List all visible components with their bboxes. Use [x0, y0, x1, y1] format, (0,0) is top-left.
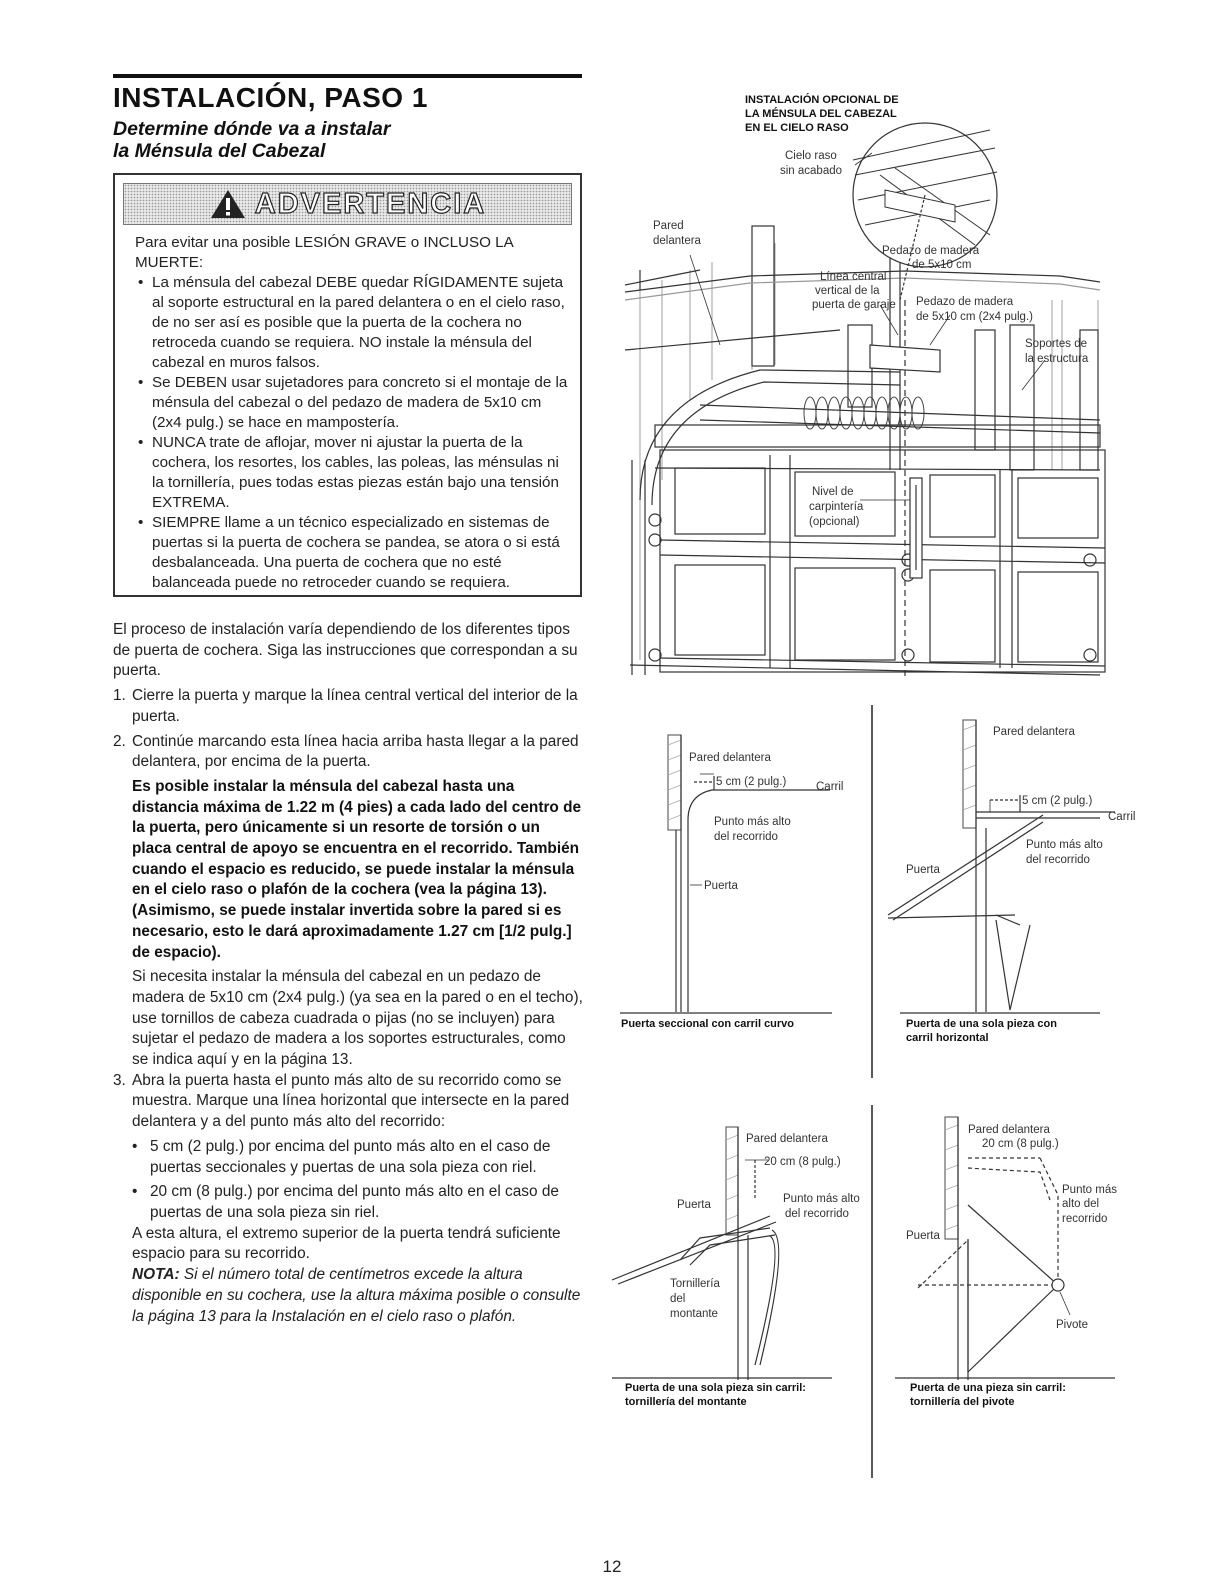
- highest-point-label: recorrido: [1062, 1213, 1108, 1225]
- centerline-label: Línea central: [820, 271, 887, 283]
- diagram-caption: tornillería del montante: [625, 1396, 747, 1408]
- wood-block-label: Pedazo de madera: [916, 296, 1014, 308]
- diagram-caption: Puerta seccional con carril curvo: [621, 1018, 795, 1030]
- diagram-one-piece-no-track-pivot: [895, 1117, 1115, 1380]
- dimension-label: 20 cm (8 pulg.): [982, 1138, 1059, 1150]
- diagram-caption: Puerta de una pieza sin carril:: [910, 1382, 1066, 1394]
- step-1-text: Cierre la puerta y marque la línea central vertical del interior de la puerta.: [132, 687, 578, 725]
- level-label: (opcional): [809, 516, 860, 528]
- step-3-bullet: • 20 cm (8 pulg.) por encima del punto más alto en el caso de puertas de una sola pieza sin riel.: [113, 1182, 583, 1223]
- centerline-label: vertical de la: [815, 285, 880, 297]
- level-label: carpintería: [809, 501, 864, 513]
- intro-paragraph: El proceso de instalación varía dependiendo de los diferentes tipos de puerta de cochera. Siga las instrucciones que correspondan a su puerta.: [113, 621, 578, 680]
- door-label: Puerta: [906, 864, 940, 876]
- warning-title: ADVERTENCIA: [254, 187, 487, 220]
- front-wall-label: Pared delantera: [746, 1133, 828, 1145]
- page-number: 12: [602, 1557, 622, 1576]
- track-label: Carril: [1108, 811, 1136, 823]
- garage-door-diagram: [625, 123, 1105, 680]
- step-3-text: Abra la puerta hasta el punto más alto de su recorrido como se muestra. Marque una línea horizontal que intersecte en la pared delantera y a del punto más alto del recorrido:: [132, 1071, 570, 1131]
- warning-item: • NUNCA trate de aflojar, mover ni ajustar la puerta de la cochera, los resortes, los cables, las poleas, las ménsulas ni la tornillería, pues todas estas piezas están bajo una tensión EXTREMA.: [135, 433, 573, 513]
- note-text: Si el número total de centímetros excede la altura disponible en su cochera, use la altura máxima posible o consulte la página 13 para la Instalación en el cielo raso o plafón.: [132, 1266, 581, 1325]
- subtitle-line-1: Determine dónde va a instalar: [113, 118, 391, 140]
- front-wall-label: Pared: [653, 220, 684, 232]
- door-label: Puerta: [677, 1199, 711, 1211]
- structural-supports-label: Soportes de: [1025, 338, 1088, 350]
- front-wall-label: Pared delantera: [993, 726, 1075, 738]
- step-2-text: Continúe marcando esta línea hacia arriba hasta llegar a la pared delantera, por encima de la puerta.: [132, 732, 579, 771]
- warning-item: • Se DEBEN usar sujetadores para concreto si el montaje de la ménsula del cabezal o del pedazo de madera de 5x10 cm (2x4 pulg.) se hace en mampostería.: [135, 373, 573, 433]
- diagram-caption: tornillería del pivote: [910, 1396, 1015, 1408]
- wood-block-circle-label: Pedazo de madera: [882, 245, 980, 257]
- front-wall-label: Pared delantera: [689, 752, 771, 764]
- highest-point-label: Punto más alto: [783, 1193, 860, 1205]
- subtitle-line-2: la Ménsula del Cabezal: [113, 140, 326, 162]
- note-label: NOTA:: [132, 1266, 180, 1284]
- optional-ceiling-heading-2: LA MÉNSULA DEL CABEZAL: [745, 108, 897, 120]
- page-title: INSTALACIÓN, PASO 1: [113, 82, 428, 113]
- step-number: 2.: [113, 732, 126, 750]
- warning-intro: Para evitar una posible LESIÓN GRAVE o INCLUSO LA MUERTE:: [135, 234, 513, 271]
- step-number: 1.: [113, 687, 126, 705]
- highest-point-label: del recorrido: [1026, 854, 1090, 866]
- jamb-hardware-label: Tornillería: [670, 1278, 720, 1290]
- centerline-label: puerta de garaje: [812, 299, 896, 311]
- highest-point-label: del recorrido: [785, 1208, 849, 1220]
- step-3-after: A esta altura, el extremo superior de la puerta tendrá suficiente espacio para su recorrido.: [132, 1224, 561, 1263]
- highest-point-label: Punto más alto: [714, 816, 791, 828]
- step-3-bullet: • 5 cm (2 pulg.) por encima del punto más alto en el caso de puertas seccionales y puertas de una sola pieza con riel.: [113, 1137, 583, 1178]
- structural-supports-label: la estructura: [1025, 353, 1089, 365]
- step-number: 3.: [113, 1071, 126, 1089]
- jamb-hardware-label: del: [670, 1293, 686, 1305]
- unfinished-ceiling-label: Cielo raso: [785, 150, 837, 162]
- step-2-bold-note: Es posible instalar la ménsula del cabezal hasta una distancia máxima de 1.22 m (4 pies) a cada lado del centro de la puerta, pero únicamente si un resorte de torsión o un placa central de apoyo se encuentra en el recorrido. También cuando el espacio es reducido, se puede instalar la ménsula en el cielo raso o plafón de la cochera (vea la página 13). (Asimismo, se puede instalar invertida sobre la pared si es necesario, esto le dará aproximadamente 1.27 cm [1/2 pulg.] de espacio).: [132, 777, 582, 961]
- optional-ceiling-heading-3: EN EL CIELO RASO: [745, 122, 849, 134]
- door-label: Puerta: [704, 880, 738, 892]
- highest-point-label: Punto más alto: [1026, 839, 1103, 851]
- highest-point-label: Punto más: [1062, 1184, 1117, 1196]
- diagram-caption: carril horizontal: [906, 1032, 989, 1044]
- pivot-label: Pivote: [1056, 1319, 1088, 1331]
- dimension-label: 5 cm (2 pulg.): [1022, 795, 1093, 807]
- warning-item: • La ménsula del cabezal DEBE quedar RÍGIDAMENTE sujeta al soporte estructural en la pared delantera o en el cielo raso, de no ser así es posible que la puerta de la cochera no retroceda cuando se requiera. NO instale la ménsula del cabezal en muros falsos.: [135, 273, 573, 373]
- front-wall-label: delantera: [653, 235, 701, 247]
- front-wall-label: Pared delantera: [968, 1124, 1050, 1136]
- track-label: Carril: [816, 781, 844, 793]
- dimension-label: 20 cm (8 pulg.): [764, 1156, 841, 1168]
- jamb-hardware-label: montante: [670, 1308, 718, 1320]
- level-label: Nivel de: [812, 486, 854, 498]
- optional-ceiling-heading-1: INSTALACIÓN OPCIONAL DE: [745, 94, 899, 106]
- wood-block-circle-label: de 5x10 cm: [912, 259, 972, 271]
- diagram-caption: Puerta de una sola pieza con: [906, 1018, 1057, 1030]
- step-2-extra: Si necesita instalar la ménsula del cabezal en un pedazo de madera de 5x10 cm (2x4 pulg.) (ya sea en la pared o en el techo), use tornillos de cabeza cuadrada o pijas (no se incluyen) para sujetar el pedazo de madera a los soportes estructurales, como se indica aquí y en la página 13.: [132, 968, 583, 1069]
- highest-point-label: del recorrido: [714, 831, 778, 843]
- dimension-label: 5 cm (2 pulg.): [716, 776, 787, 788]
- highest-point-label: alto del: [1062, 1198, 1100, 1210]
- door-label: Puerta: [906, 1230, 940, 1242]
- wood-block-label: de 5x10 cm (2x4 pulg.): [916, 311, 1033, 323]
- unfinished-ceiling-label: sin acabado: [780, 165, 843, 177]
- diagram-caption: Puerta de una sola pieza sin carril:: [625, 1382, 806, 1394]
- warning-item: • SIEMPRE llame a un técnico especializado en sistemas de puertas si la puerta de cochera se pandea, se atora o si está desbalanceada. Una puerta de cochera que no esté balanceada puede no retroceder cuando se requiera.: [135, 513, 573, 593]
